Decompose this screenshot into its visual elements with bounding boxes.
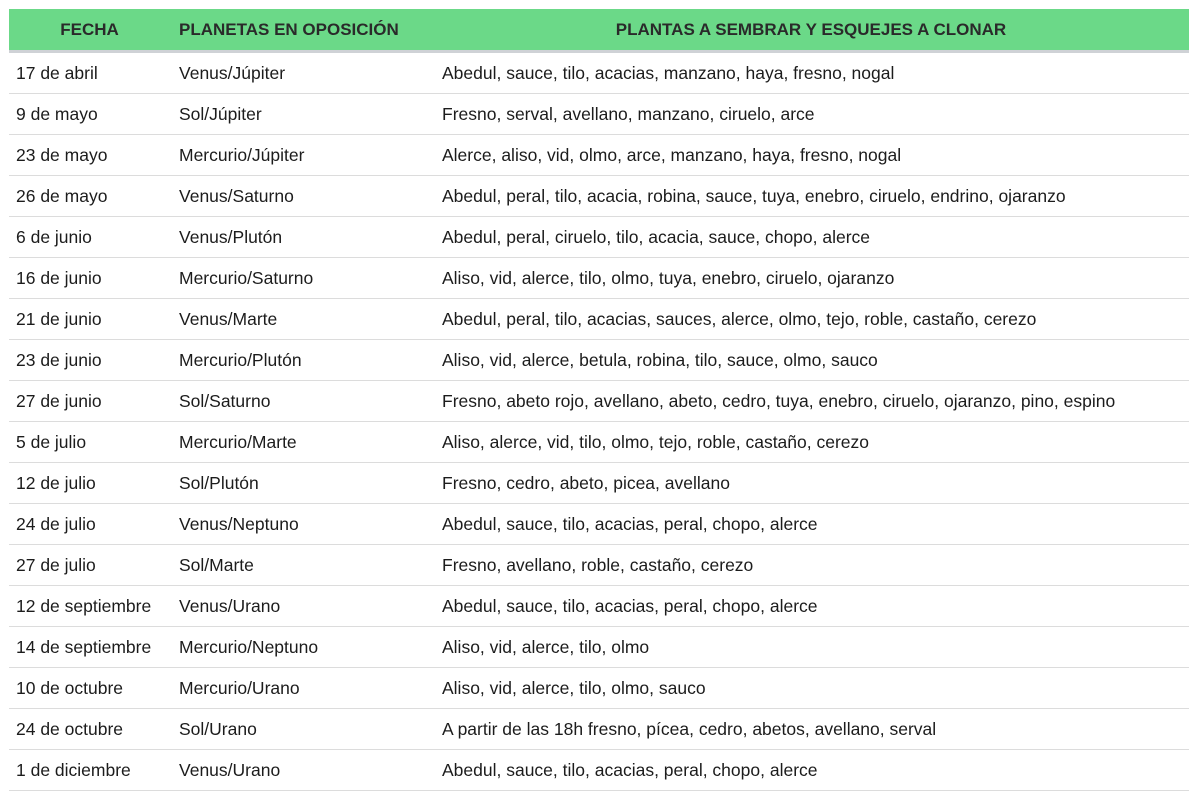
date-cell: 16 de junio <box>9 258 170 299</box>
date-cell: 17 de abril <box>9 52 170 94</box>
plants-cell: Aliso, alerce, vid, tilo, olmo, tejo, roble, castaño, cerezo <box>433 422 1189 463</box>
planets-cell: Venus/Plutón <box>170 217 433 258</box>
plants-cell: Abedul, sauce, tilo, acacias, peral, chopo, alerce <box>433 504 1189 545</box>
planets-cell: Venus/Urano <box>170 586 433 627</box>
date-cell: 23 de junio <box>9 340 170 381</box>
planets-cell: Venus/Júpiter <box>170 52 433 94</box>
table-body <box>9 52 1189 791</box>
date-cell: 1 de diciembre <box>9 750 170 791</box>
date-cell: 23 de mayo <box>9 135 170 176</box>
plants-cell: Aliso, vid, alerce, tilo, olmo, tuya, enebro, ciruelo, ojaranzo <box>433 258 1189 299</box>
table-header <box>9 9 1189 52</box>
table-row <box>9 299 1189 340</box>
plants-cell: Fresno, abeto rojo, avellano, abeto, cedro, tuya, enebro, ciruelo, ojaranzo, pino, espino <box>433 381 1189 422</box>
date-cell: 14 de septiembre <box>9 627 170 668</box>
plants-cell: Abedul, sauce, tilo, acacias, manzano, haya, fresno, nogal <box>433 52 1189 94</box>
header-date: FECHA <box>9 9 170 52</box>
date-cell: 10 de octubre <box>9 668 170 709</box>
planets-cell: Sol/Júpiter <box>170 94 433 135</box>
planets-cell: Venus/Neptuno <box>170 504 433 545</box>
plants-cell: Abedul, sauce, tilo, acacias, peral, chopo, alerce <box>433 586 1189 627</box>
plants-cell: Abedul, peral, tilo, acacia, robina, sauce, tuya, enebro, ciruelo, endrino, ojaranzo <box>433 176 1189 217</box>
table-row <box>9 750 1189 791</box>
header-planets: PLANETAS EN OPOSICIÓN <box>170 9 433 52</box>
planets-cell: Venus/Marte <box>170 299 433 340</box>
plants-cell: Alerce, aliso, vid, olmo, arce, manzano, haya, fresno, nogal <box>433 135 1189 176</box>
date-cell: 12 de julio <box>9 463 170 504</box>
date-cell: 9 de mayo <box>9 94 170 135</box>
planets-cell: Venus/Urano <box>170 750 433 791</box>
date-cell: 27 de junio <box>9 381 170 422</box>
plants-cell: Fresno, serval, avellano, manzano, ciruelo, arce <box>433 94 1189 135</box>
planting-table <box>9 9 1189 791</box>
table-row <box>9 422 1189 463</box>
table-row <box>9 709 1189 750</box>
date-cell: 26 de mayo <box>9 176 170 217</box>
date-cell: 6 de junio <box>9 217 170 258</box>
planets-cell: Sol/Saturno <box>170 381 433 422</box>
planets-cell: Mercurio/Urano <box>170 668 433 709</box>
table-row <box>9 381 1189 422</box>
plants-cell: Aliso, vid, alerce, betula, robina, tilo, sauce, olmo, sauco <box>433 340 1189 381</box>
plants-cell: Aliso, vid, alerce, tilo, olmo <box>433 627 1189 668</box>
table-row <box>9 545 1189 586</box>
table-row <box>9 463 1189 504</box>
planets-cell: Venus/Saturno <box>170 176 433 217</box>
table-row <box>9 586 1189 627</box>
planets-cell: Mercurio/Saturno <box>170 258 433 299</box>
table-row <box>9 94 1189 135</box>
planets-cell: Mercurio/Marte <box>170 422 433 463</box>
plants-cell: Fresno, avellano, roble, castaño, cerezo <box>433 545 1189 586</box>
planets-cell: Sol/Marte <box>170 545 433 586</box>
table-row <box>9 258 1189 299</box>
table-row <box>9 135 1189 176</box>
header-plants: PLANTAS A SEMBRAR Y ESQUEJES A CLONAR <box>433 9 1189 52</box>
planets-cell: Mercurio/Plutón <box>170 340 433 381</box>
planets-cell: Mercurio/Júpiter <box>170 135 433 176</box>
date-cell: 5 de julio <box>9 422 170 463</box>
planets-cell: Sol/Plutón <box>170 463 433 504</box>
plants-cell: Abedul, peral, ciruelo, tilo, acacia, sauce, chopo, alerce <box>433 217 1189 258</box>
table-row <box>9 504 1189 545</box>
date-cell: 27 de julio <box>9 545 170 586</box>
table-row <box>9 52 1189 94</box>
planting-calendar <box>9 9 1189 791</box>
planets-cell: Sol/Urano <box>170 709 433 750</box>
table-row <box>9 668 1189 709</box>
table-row <box>9 627 1189 668</box>
planets-cell: Mercurio/Neptuno <box>170 627 433 668</box>
plants-cell: Abedul, peral, tilo, acacias, sauces, alerce, olmo, tejo, roble, castaño, cerezo <box>433 299 1189 340</box>
plants-cell: Fresno, cedro, abeto, picea, avellano <box>433 463 1189 504</box>
table-row <box>9 176 1189 217</box>
date-cell: 24 de julio <box>9 504 170 545</box>
table-row <box>9 340 1189 381</box>
date-cell: 24 de octubre <box>9 709 170 750</box>
date-cell: 12 de septiembre <box>9 586 170 627</box>
plants-cell: A partir de las 18h fresno, pícea, cedro, abetos, avellano, serval <box>433 709 1189 750</box>
plants-cell: Aliso, vid, alerce, tilo, olmo, sauco <box>433 668 1189 709</box>
table-row <box>9 217 1189 258</box>
plants-cell: Abedul, sauce, tilo, acacias, peral, chopo, alerce <box>433 750 1189 791</box>
date-cell: 21 de junio <box>9 299 170 340</box>
header-row <box>9 9 1189 52</box>
